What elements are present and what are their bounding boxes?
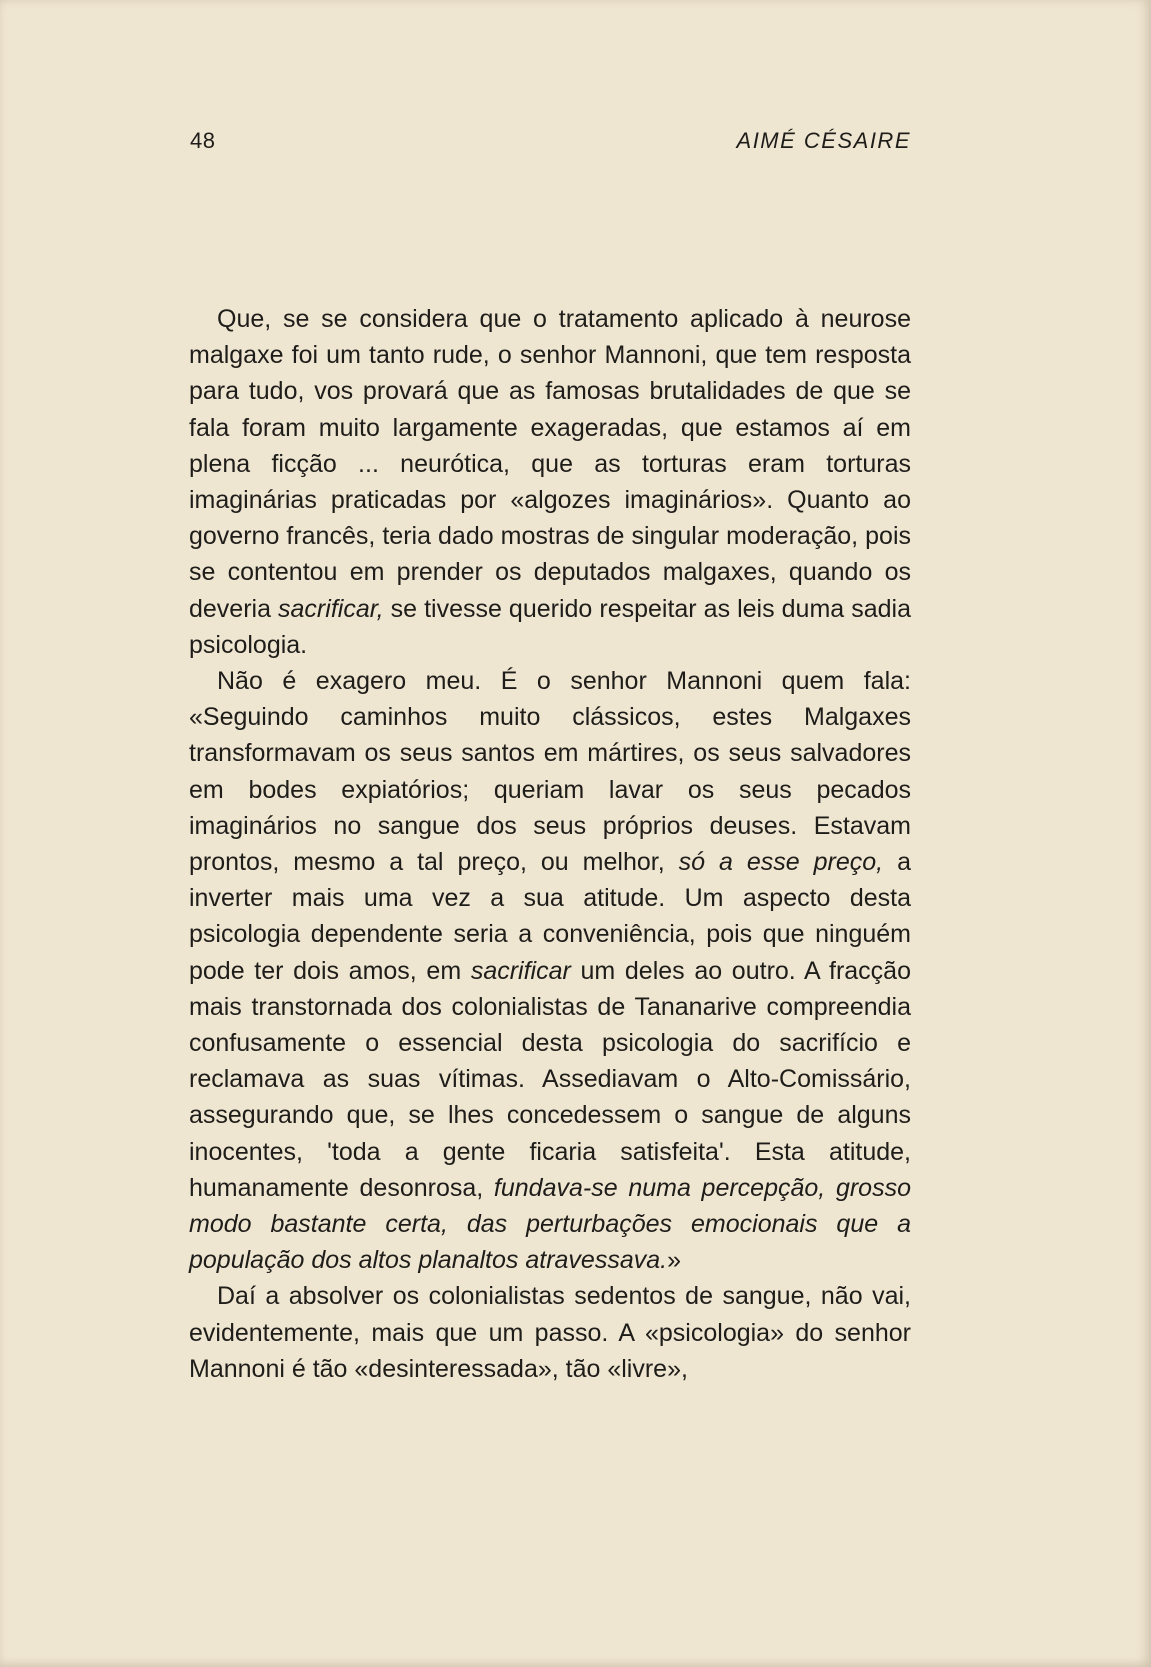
paragraph — [189, 1278, 911, 1387]
running-author: AIMÉ CÉSAIRE — [736, 128, 911, 153]
italic-text: sacrificar, — [278, 594, 384, 623]
italic-text: sacrificar — [470, 956, 571, 985]
body-text — [189, 301, 911, 1387]
paragraph-text: Daí a absolver os colonialistas sedentos de sangue, não vai, evidentemente, mais que um passo. A «psicologia» do senhor Mannoni é tão «desinteressada», tão «livre», — [189, 1282, 911, 1383]
italic-text: só a esse preço, — [678, 848, 884, 877]
paragraph-text: um deles ao outro. A fracção mais transtornada dos colonialistas de Tananarive compreendia confusamente o essencial desta psicologia do sacrifício e reclamava as suas vítimas. Assediavam o Alto-Comissário, assegurando que, se lhes concedessem o sangue de alguns inocentes, 'toda a gente ficaria satisfeita'. Esta atitude, humanamente desonrosa, — [189, 956, 911, 1202]
paragraph-text: Que, se se considera que o tratamento aplicado à neurose malgaxe foi um tanto rude, o senhor Mannoni, que tem resposta para tudo, vos provará que as famosas brutalidades de que se fala foram muito largamente exageradas, que estamos aí em plena ficção ... neurótica, que as torturas eram torturas imaginárias praticadas por «algozes imaginários». Quanto ao governo francês, teria dado mostras de singular moderação, pois se contentou em prender os deputados malgaxes, quando os deveria — [189, 305, 911, 623]
paragraph — [189, 663, 911, 1278]
paragraph-text: se tivesse querido respeitar as leis duma sadia psicologia. — [189, 594, 911, 659]
running-head — [190, 128, 911, 158]
paragraph — [189, 301, 911, 663]
italic-text: fundava-se numa percepção, grosso modo bastante certa, das perturbações emocionais que a população dos altos planaltos atravessava. — [189, 1173, 911, 1275]
paragraph-text: Não é exagero meu. É o senhor Mannoni quem fala: «Seguindo caminhos muito clássicos, estes Malgaxes transformavam os seus santos em mártires, os seus salvadores em bodes expiatórios; queriam lavar os seus pecados imaginários no sangue dos seus próprios deuses. Estavam prontos, mesmo a tal preço, ou melhor, — [189, 667, 911, 877]
paragraph-text: a inverter mais uma vez a sua atitude. Um aspecto desta psicologia dependente seria a conveniência, pois que ninguém pode ter dois amos, em — [189, 848, 911, 985]
page-number: 48 — [190, 128, 216, 153]
paragraph-text: » — [667, 1246, 681, 1275]
